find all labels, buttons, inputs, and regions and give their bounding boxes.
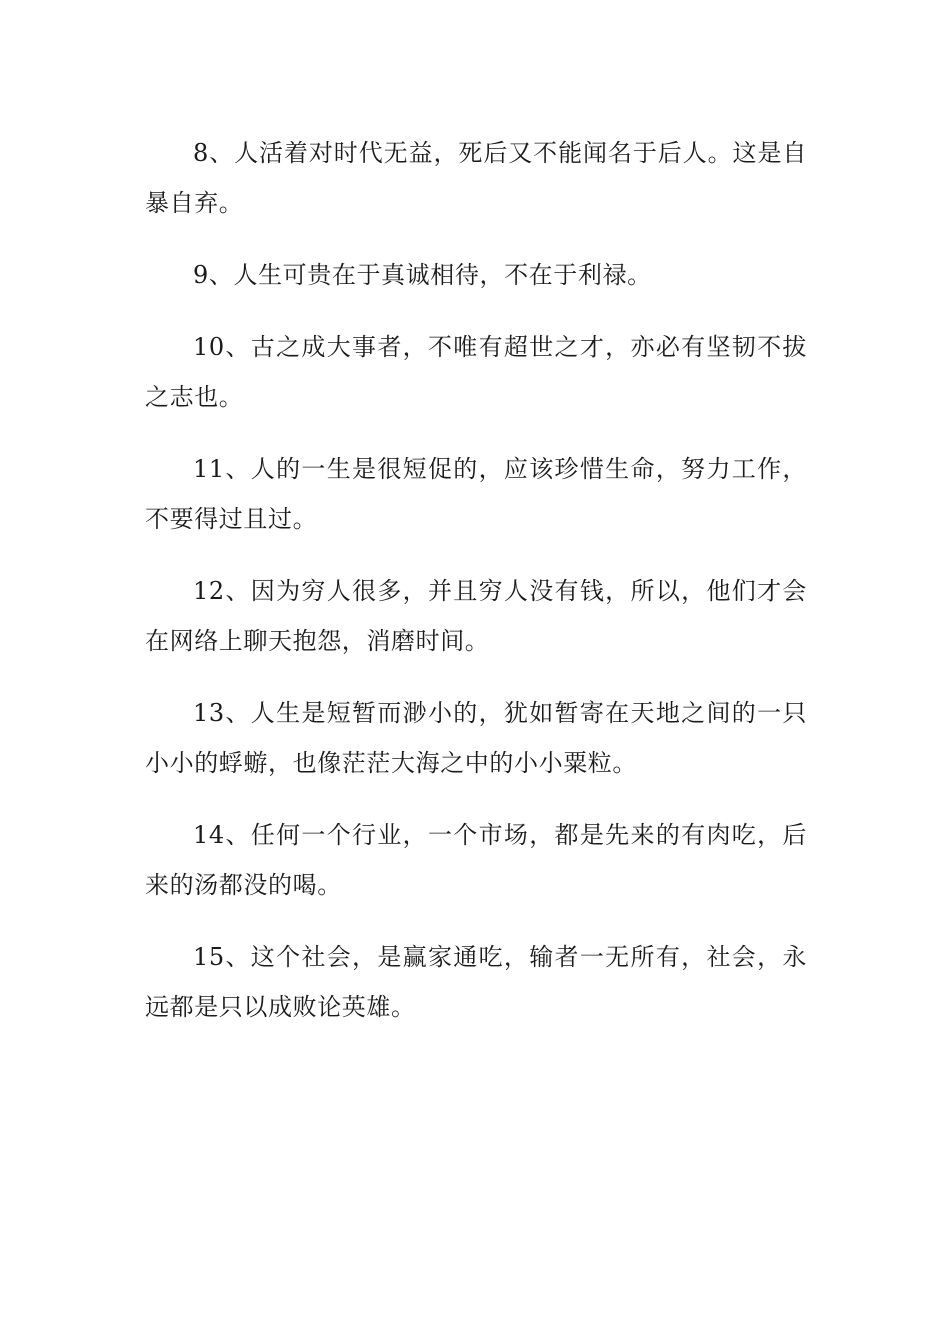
document-body bbox=[145, 128, 807, 1054]
paragraph-15: 15、这个社会，是赢家通吃，输者一无所有，社会，永远都是只以成败论英雄。 bbox=[145, 943, 807, 1021]
paragraph-11: 11、人的一生是很短促的，应该珍惜生命，努力工作，不要得过且过。 bbox=[145, 455, 807, 533]
paragraph-8: 8、人活着对时代无益，死后又不能闻名于后人。这是自暴自弃。 bbox=[145, 139, 807, 217]
paragraph-13: 13、人生是短暂而渺小的，犹如暂寄在天地之间的一只小小的蜉蝣，也像茫茫大海之中的小小粟粒。 bbox=[145, 699, 807, 777]
paragraph-9: 9、人生可贵在于真诚相待，不在于利禄。 bbox=[193, 261, 652, 289]
paragraph-14: 14、任何一个行业，一个市场，都是先来的有肉吃，后来的汤都没的喝。 bbox=[145, 821, 807, 899]
paragraph-12: 12、因为穷人很多，并且穷人没有钱，所以，他们才会在网络上聊天抱怨，消磨时间。 bbox=[145, 577, 807, 655]
paragraph-10: 10、古之成大事者，不唯有超世之才，亦必有坚韧不拔之志也。 bbox=[145, 333, 807, 411]
